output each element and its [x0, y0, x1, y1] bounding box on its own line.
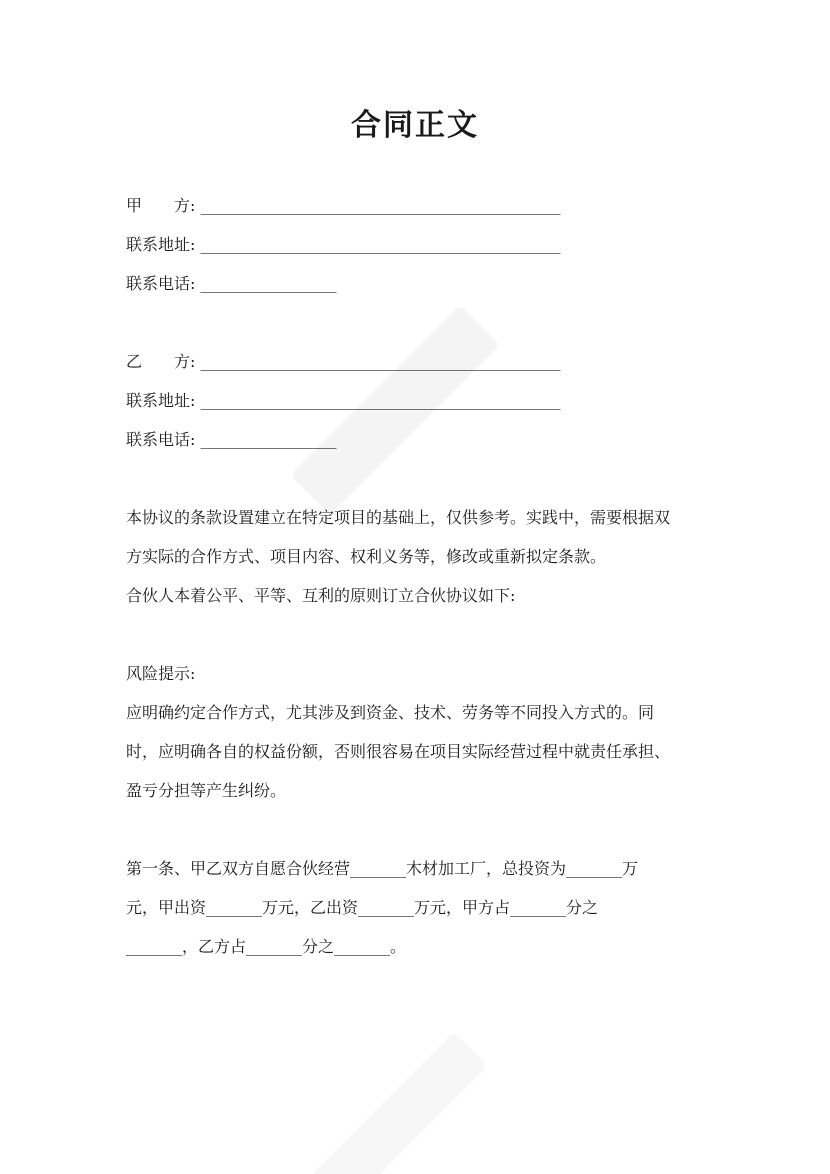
party-a-name-line: 甲 方: _____________________________________________ — [126, 196, 561, 215]
intro-line-3: 合伙人本着公平、平等、互利的原则订立合伙协议如下: — [126, 586, 516, 605]
article-1-line-2: 元，甲出资_______万元，乙出资_______万元，甲方占_______分之 — [126, 898, 599, 917]
article-1-line-1: 第一条、甲乙双方自愿合伙经营_______木材加工厂，总投资为_______万 — [126, 859, 639, 878]
party-b-address-line: 联系地址: _____________________________________________ — [126, 391, 561, 410]
watermark-mark — [312, 1032, 487, 1174]
party-a-phone-line: 联系电话: _________________ — [126, 274, 337, 293]
party-b-name-line: 乙 方: _____________________________________________ — [126, 352, 561, 371]
article-1-line-3: _______，乙方占_______分之_______。 — [126, 937, 407, 956]
intro-line-2: 方实际的合作方式、项目内容、权利义务等，修改或重新拟定条款。 — [126, 547, 607, 566]
risk-heading: 风险提示: — [126, 664, 196, 683]
page-title: 合同正文 — [351, 108, 479, 143]
risk-line-1: 应明确约定合作方式，尤其涉及到资金、技术、劳务等不同投入方式的。同 — [126, 703, 655, 722]
party-a-address-line: 联系地址: _____________________________________________ — [126, 235, 561, 254]
intro-line-1: 本协议的条款设置建立在特定项目的基础上，仅供参考。实践中，需要根据双 — [126, 508, 671, 527]
risk-line-3: 盈亏分担等产生纠纷。 — [126, 781, 287, 800]
party-b-phone-line: 联系电话: _________________ — [126, 430, 337, 449]
risk-line-2: 时，应明确各自的权益份额，否则很容易在项目实际经营过程中就责任承担、 — [126, 742, 671, 761]
